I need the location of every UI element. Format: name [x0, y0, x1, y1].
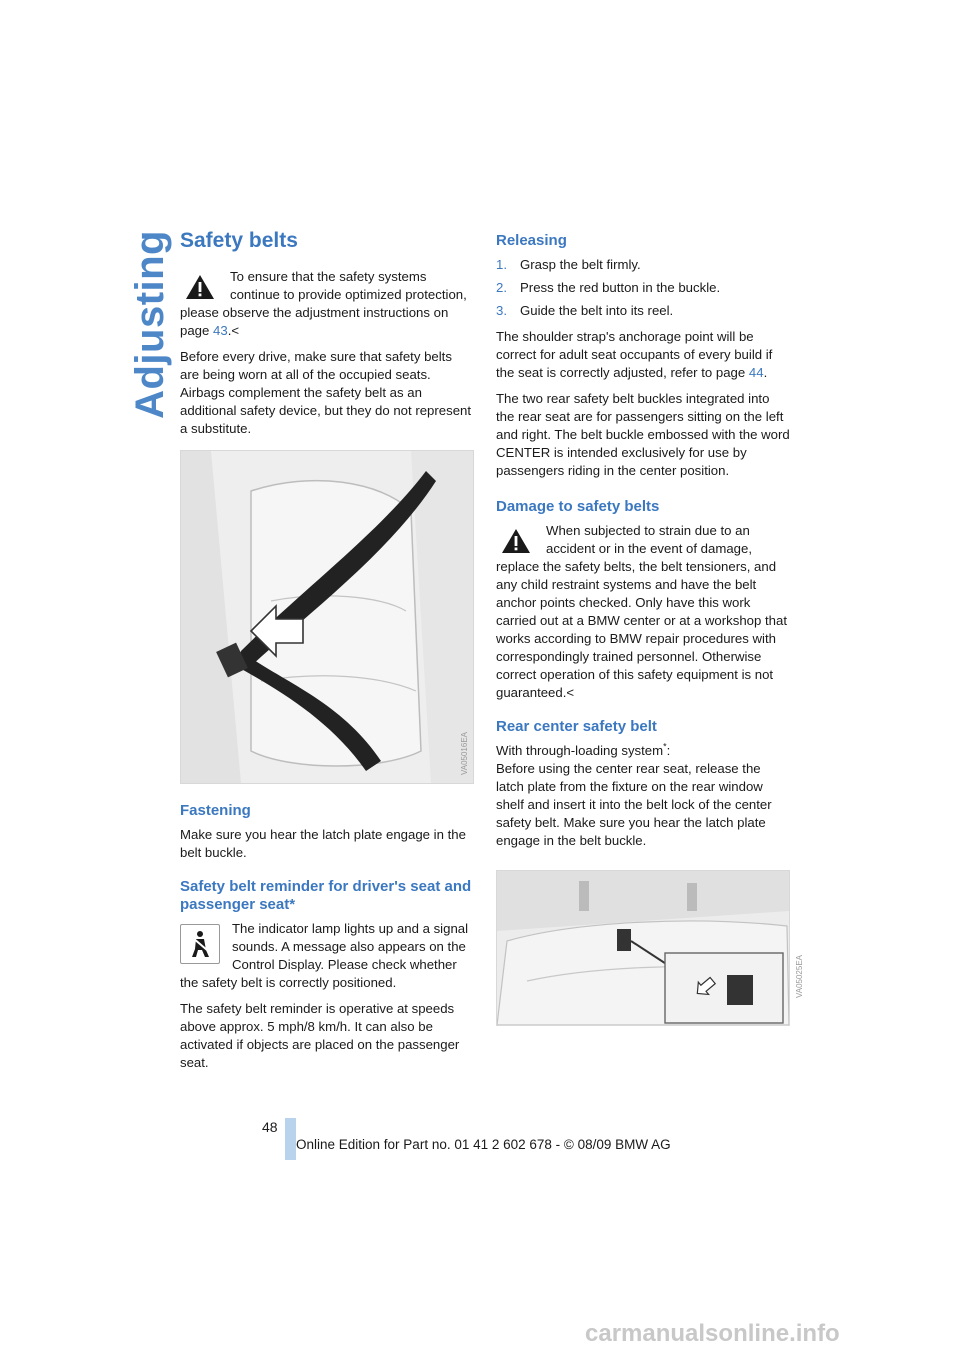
rear-center-text: With through-loading system*:	[496, 741, 671, 758]
list-item: 1. Grasp the belt firmly.	[496, 257, 641, 272]
damage-warning	[496, 522, 790, 702]
fastening-text: Make sure you hear the latch plate engage in the belt buckle.	[180, 827, 466, 860]
warning-triangle-icon	[496, 524, 536, 558]
seat-belt-illustration	[180, 450, 474, 784]
optional-equipment-star: *	[663, 741, 667, 752]
rear-center-heading: Rear center safety belt	[496, 718, 657, 735]
section-title: Safety belts	[180, 229, 298, 252]
reminder-heading: Safety belt reminder for driver's seat and passenger seat*	[180, 878, 472, 913]
warning-text: To ensure that the safety systems continue to provide optimized protection, please observe the adjustment instructions on page 43.<	[180, 269, 467, 338]
releasing-heading: Releasing	[496, 232, 567, 249]
rear-center-instructions: Before using the center rear seat, release the latch plate from the fixture on the rear window shelf and insert it into the belt lock of the center safety belt. Make sure you hear the latch plate engage in the belt buckle.	[496, 761, 772, 848]
warning-triangle-icon	[180, 270, 220, 304]
figure-code: VA05016EA	[460, 732, 469, 775]
end-marker: <	[566, 685, 575, 700]
page-link-43[interactable]: 43	[213, 323, 228, 338]
damage-heading: Damage to safety belts	[496, 498, 660, 515]
reminder-note	[180, 920, 474, 992]
rear-seat-illustration	[496, 870, 790, 1026]
anchor-paragraph: The shoulder strap's anchorage point will be correct for adult seat occupants of every build if the seat is correctly adjusted, refer to page 44.	[496, 329, 773, 380]
rear-seat-drawing	[497, 871, 789, 1025]
page-link-44[interactable]: 44	[748, 365, 764, 380]
left-column	[180, 228, 474, 1080]
section-tab: Adjusting	[128, 230, 172, 419]
intro-paragraph: Before every drive, make sure that safety belts are being worn at all of the occupied seats. Airbags complement the safety belt as an additional safety device, but they do not represent a substitute.	[180, 349, 472, 436]
right-column	[496, 228, 790, 1026]
reminder-text: The indicator lamp lights up and a signal sounds. A message also appears on the Control Display. Please check whether the safety belt is correctly positioned.	[180, 921, 469, 990]
end-marker: <	[231, 323, 240, 338]
list-item: 3. Guide the belt into its reel.	[496, 303, 674, 318]
warning-note	[180, 268, 474, 340]
seat-belt-drawing	[181, 451, 473, 783]
footer-edition: Online Edition for Part no. 01 41 2 602 678 - © 08/09 BMW AG	[296, 1137, 671, 1152]
buckles-paragraph: The two rear safety belt buckles integrated into the rear seat are for passengers sitting on the left and right. The belt buckle embossed with the word CENTER is intended exclusively for use by passengers riding in the center position.	[496, 391, 790, 478]
releasing-steps	[496, 256, 790, 320]
footer-bar	[285, 1118, 296, 1160]
list-item: 2. Press the red button in the buckle.	[496, 280, 721, 295]
fastening-heading: Fastening	[180, 802, 251, 819]
page-number: 48	[262, 1119, 278, 1135]
figure-code-2: VA05025EA	[795, 955, 804, 998]
reminder-text-2: The safety belt reminder is operative at speeds above approx. 5 mph/8 km/h. It can also be activated if objects are placed on the passenger seat.	[180, 1001, 460, 1070]
seatbelt-reminder-icon	[180, 924, 220, 964]
damage-text: When subjected to strain due to an accident or in the event of damage, replace the safety belts, the belt tensioners, and any child restraint systems and have the belt anchor points checked. Only have this work carried out at a BMW center or at a workshop that works according to BMW repair procedures with correspondingly trained personnel. Otherwise correct operation of this safety equipment is not guaranteed.<	[496, 523, 787, 700]
watermark: carmanualsonline.info	[585, 1320, 840, 1347]
